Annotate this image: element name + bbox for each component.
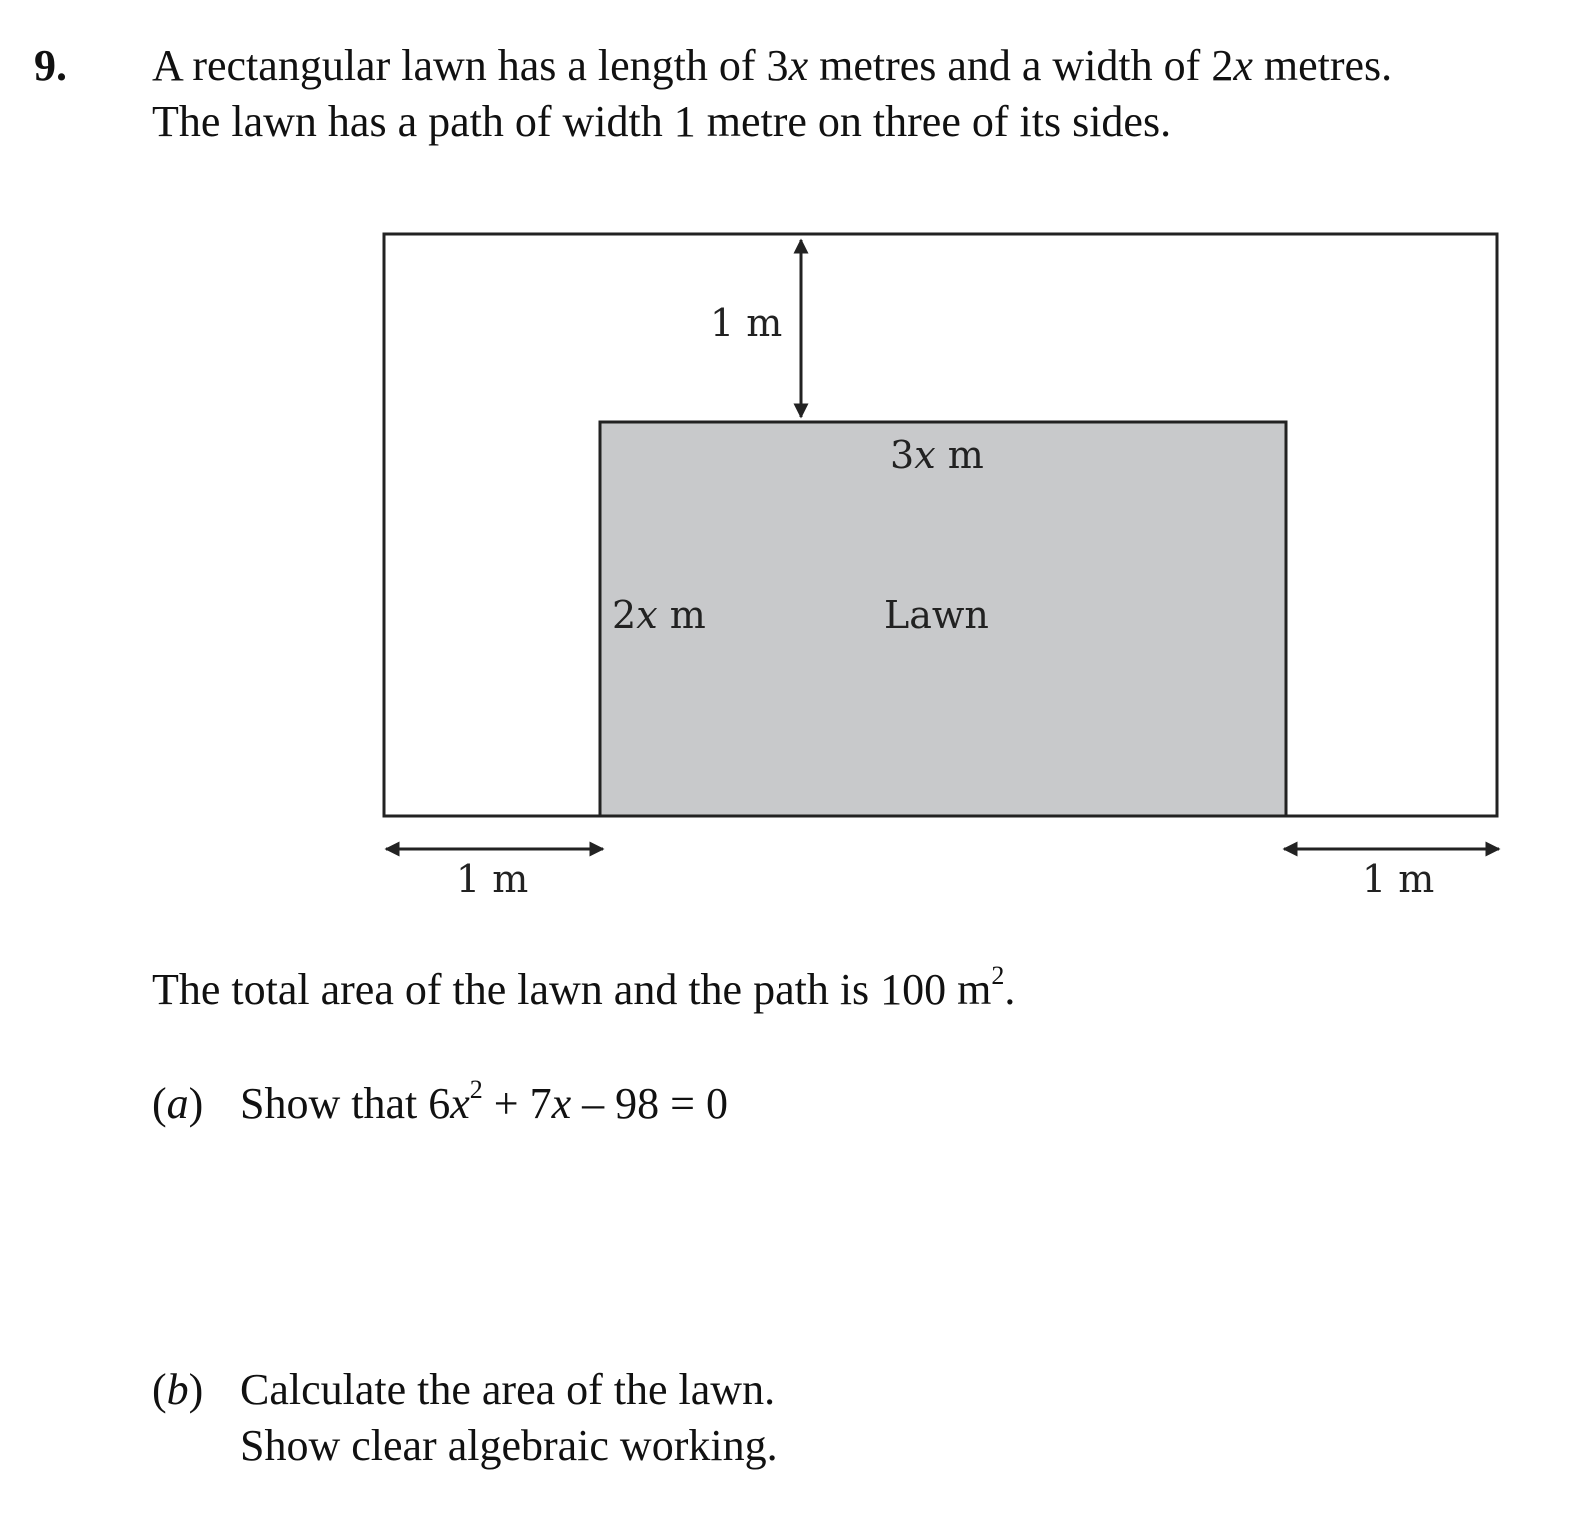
part-a: [152, 1076, 728, 1132]
lawn-length-label: 3x m: [890, 433, 984, 477]
left-path-label: 1 m: [456, 857, 529, 901]
question-number: 9.: [34, 41, 67, 90]
top-path-label: 1 m: [710, 301, 783, 345]
part-a-label: (a): [152, 1079, 204, 1128]
total-area-statement: The total area of the lawn and the path is 100 $m^2$.: [152, 961, 1016, 1014]
part-b: [152, 1362, 775, 1418]
part-a-text: Show that $6x^2 + 7x - 98 = 0$: [240, 1075, 728, 1128]
right-path-label: 1 m: [1362, 857, 1435, 901]
question-intro-line-2: The lawn has a path of width 1 metre on three of its sides.: [152, 97, 1172, 146]
part-b-line-2: Show clear algebraic working.: [240, 1421, 778, 1470]
part-b-line-1: Calculate the area of the lawn.: [240, 1365, 776, 1414]
question-intro-line-1: A rectangular lawn has a length of 3x metres and a width of 2x metres.: [152, 41, 1393, 90]
lawn-width-label: 2x m: [612, 593, 706, 637]
part-b-label: (b): [152, 1365, 204, 1414]
lawn-label: Lawn: [884, 593, 989, 637]
